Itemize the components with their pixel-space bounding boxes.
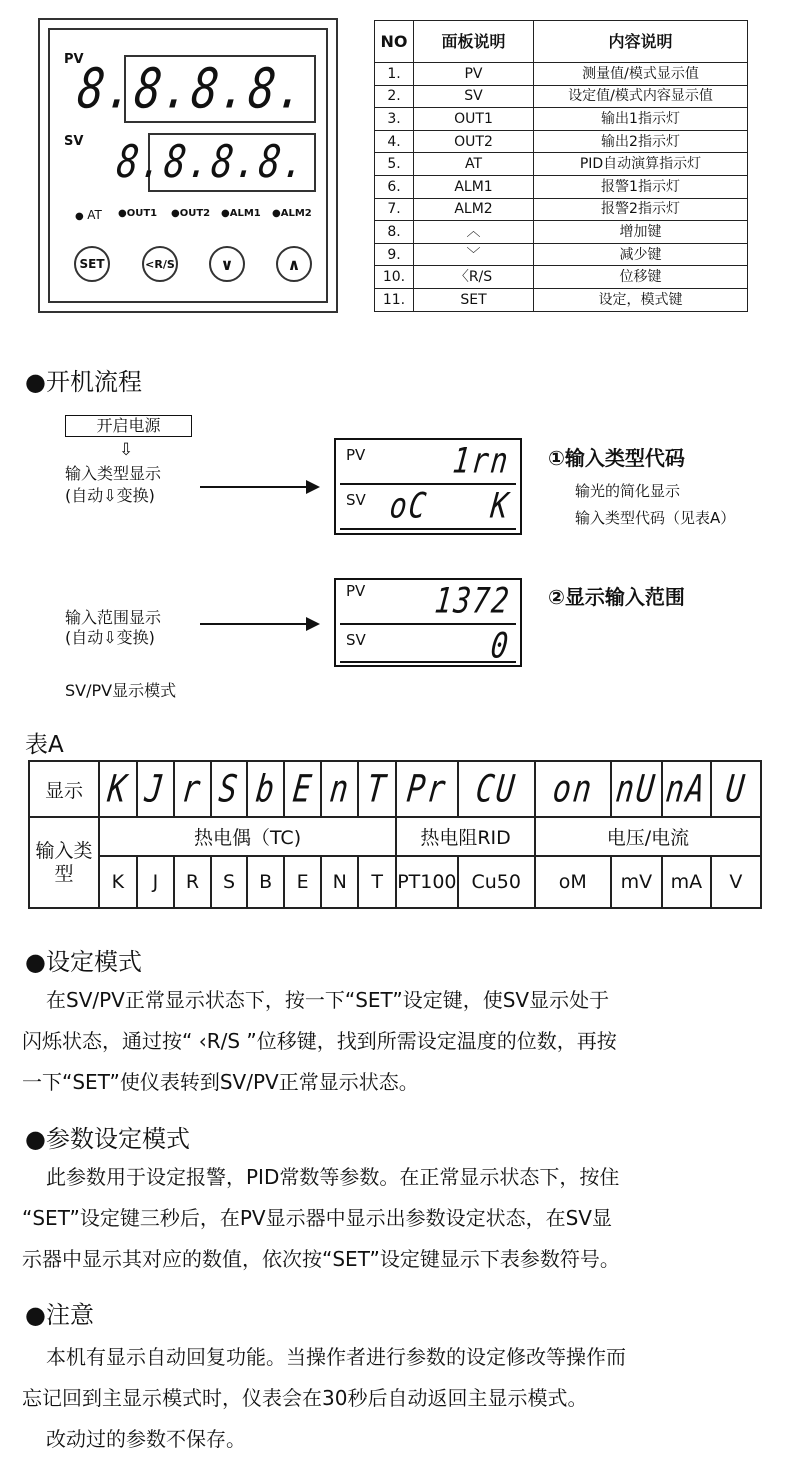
set-button[interactable] (74, 246, 110, 282)
pv-value: 1rn (451, 439, 513, 482)
arrow-right-icon (200, 486, 318, 488)
display-code: S (216, 767, 242, 811)
display-code: E (290, 767, 315, 811)
row-content: 位移键 (534, 266, 748, 289)
table-row (375, 85, 748, 108)
display-code: CU (473, 767, 519, 811)
chevron-up-icon: ∧ (287, 254, 301, 274)
row-content: 输出1指示灯 (534, 108, 748, 131)
row-content: 减少键 (534, 243, 748, 266)
set-label: SET (79, 257, 105, 271)
paragraph-line: 忘记回到主显示模式时，仪表会在30秒后自动返回主显示模式。 (22, 1386, 588, 1410)
row-panel: OUT2 (414, 130, 534, 153)
row-content: 设定，模式键 (534, 288, 748, 311)
step1-note: 输光的简化显示 (575, 482, 681, 500)
indicator-label: ALM2 (280, 208, 312, 219)
paragraph-line: 改动过的参数不保存。 (46, 1427, 246, 1451)
chevron-down-icon: ∨ (220, 254, 234, 274)
indicator-out2: ●OUT2 (171, 208, 211, 219)
section-paragraph (22, 1337, 782, 1460)
display-code: Pr (404, 767, 450, 811)
pv-display (74, 55, 316, 123)
display-cell (137, 761, 174, 817)
display-code: T (364, 767, 390, 811)
input-type-cell: Cu50 (458, 856, 535, 908)
indicator-label: OUT1 (126, 208, 158, 219)
table-row (375, 108, 748, 131)
sv-value: 0 (488, 624, 513, 667)
step2-left-text2: (自动⇩变换) (65, 628, 155, 647)
display-code: nU (614, 767, 659, 811)
display-cell (321, 761, 358, 817)
row-no: 3. (375, 108, 414, 131)
sv-label: SV (346, 631, 366, 649)
row-panel: PV (414, 63, 534, 86)
pv-label: PV (346, 446, 366, 464)
display-cell (284, 761, 321, 817)
row-content: 输出2指示灯 (534, 130, 748, 153)
display-cell (535, 761, 611, 817)
row-no: 7. (375, 198, 414, 221)
pv-value: 1372 (432, 579, 513, 622)
row-panel: SV (414, 85, 534, 108)
row-content: 报警1指示灯 (534, 175, 748, 198)
input-type-cell: PT100 (396, 856, 457, 908)
input-type-cell: K (99, 856, 137, 908)
sv-label: SV (346, 491, 366, 509)
input-type-cell: N (321, 856, 358, 908)
display-code: n (327, 767, 353, 811)
input-type-cell: T (358, 856, 396, 908)
sv-display (113, 133, 316, 192)
input-type-table (28, 760, 762, 909)
row-no: 9. (375, 243, 414, 266)
sv-value: oC (387, 484, 430, 527)
table-row (375, 288, 748, 311)
display-cell (174, 761, 211, 817)
step1-note2: 输入类型代码（见表A） (575, 509, 736, 527)
panel-reference-table (374, 20, 748, 312)
display-cell (396, 761, 457, 817)
table-row (375, 243, 748, 266)
display-cell (662, 761, 711, 817)
row-content: PID自动演算指示灯 (534, 153, 748, 176)
input-type-label: 输入类型 (29, 817, 99, 908)
header-content: 内容说明 (534, 21, 748, 63)
display-cell (211, 761, 247, 817)
group-tc: 热电偶（TC) (99, 817, 396, 856)
rs-label: <R/S (145, 257, 175, 271)
row-no: 8. (375, 221, 414, 244)
indicator-label: ALM1 (229, 208, 261, 219)
display-code: U (723, 767, 749, 811)
row-panel: ALM2 (414, 198, 534, 221)
row-content: 设定值/模式内容显示值 (534, 85, 748, 108)
display-code: K (105, 767, 131, 811)
input-type-cell: S (211, 856, 247, 908)
arrow-right-icon (200, 623, 318, 625)
display-cell (611, 761, 662, 817)
step1-display (334, 438, 522, 535)
display-label: 显示 (29, 761, 99, 817)
table-row (375, 130, 748, 153)
input-type-cell: oM (535, 856, 611, 908)
row-content: 报警2指示灯 (534, 198, 748, 221)
row-panel: 〈R/S (414, 266, 534, 289)
table-header (375, 21, 748, 63)
step2-title: ②显示输入范围 (548, 585, 685, 609)
pv-label: PV (346, 582, 366, 600)
paragraph-line: 闪烁状态，通过按“ ‹R/S ”位移键，找到所需设定温度的位数，再按 (22, 1029, 617, 1053)
table-a-title: 表A (25, 732, 64, 758)
power-on-box: 开启电源 (65, 415, 192, 437)
row-no: 2. (375, 85, 414, 108)
step1-left-text2: (自动⇩变换) (65, 486, 155, 505)
table-row (375, 221, 748, 244)
pv-digits: 8.8.8.8. (74, 57, 310, 121)
display-code: nA (664, 767, 709, 811)
section-title-startup: ●开机流程 (25, 368, 142, 396)
indicator-label: OUT2 (179, 208, 211, 219)
paragraph-line: “SET”设定键三秒后，在PV显示器中显示出参数设定状态，在SV显 (22, 1206, 612, 1230)
table-row (375, 175, 748, 198)
table-row (375, 153, 748, 176)
group-voltage-current: 电压/电流 (535, 817, 761, 856)
down-button[interactable] (209, 246, 245, 282)
indicator-alm2: ●ALM2 (272, 208, 312, 219)
input-type-cell: E (284, 856, 321, 908)
display-cell (99, 761, 137, 817)
section-title: ●注意 (25, 1301, 94, 1329)
row-panel: ALM1 (414, 175, 534, 198)
display-code: J (143, 767, 168, 811)
group-rtd: 热电阻RID (396, 817, 535, 856)
display-cell (247, 761, 284, 817)
section-paragraph (22, 1157, 782, 1280)
indicator-alm1: ●ALM1 (221, 208, 261, 219)
display-code: on (550, 767, 596, 811)
row-no: 6. (375, 175, 414, 198)
step2-left-text: 输入范围显示 (65, 608, 162, 627)
row-panel: SET (414, 288, 534, 311)
row-panel: ︿ (414, 221, 534, 244)
row-panel: ﹀ (414, 243, 534, 266)
display-code: r (180, 767, 205, 811)
input-type-cell: mV (611, 856, 662, 908)
pv-label: PV (64, 52, 84, 67)
indicator-out1: ●OUT1 (118, 208, 158, 219)
row-no: 5. (375, 153, 414, 176)
section-title: ●设定模式 (25, 948, 142, 976)
input-type-cell: B (247, 856, 284, 908)
input-type-cell: R (174, 856, 211, 908)
row-no: 1. (375, 63, 414, 86)
shift-rs-button[interactable] (142, 246, 178, 282)
table-row (375, 198, 748, 221)
row-panel: OUT1 (414, 108, 534, 131)
paragraph-line: 此参数用于设定报警，PID常数等参数。在正常显示状态下，按住 (46, 1165, 620, 1189)
row-panel: AT (414, 153, 534, 176)
sv-value-2: K (488, 484, 513, 527)
table-row (375, 63, 748, 86)
input-type-cell: J (137, 856, 174, 908)
section-title: ●参数设定模式 (25, 1125, 190, 1153)
table-row (375, 266, 748, 289)
sv-digits: 8.8.8.8. (113, 136, 309, 189)
paragraph-line: 一下“SET”使仪表转到SV/PV正常显示状态。 (22, 1070, 419, 1094)
indicator-at: ● AT (75, 208, 102, 222)
display-cell (458, 761, 535, 817)
step2-display (334, 578, 522, 667)
paragraph-line: 在SV/PV正常显示状态下，按一下“SET”设定键，使SV显示处于 (46, 988, 610, 1012)
row-no: 4. (375, 130, 414, 153)
sv-label: SV (64, 134, 84, 149)
paragraph-line: 示器中显示其对应的数值，依次按“SET”设定键显示下表参数符号。 (22, 1247, 620, 1271)
display-code: b (253, 767, 278, 811)
header-no: NO (375, 21, 414, 63)
row-no: 10. (375, 266, 414, 289)
step1-title: ①输入类型代码 (548, 446, 685, 470)
input-type-cell: mA (662, 856, 711, 908)
section-paragraph (22, 980, 782, 1103)
step1-left-text: 输入类型显示 (65, 464, 162, 483)
row-no: 11. (375, 288, 414, 311)
display-cell (711, 761, 761, 817)
row-content: 增加键 (534, 221, 748, 244)
indicator-label: AT (87, 208, 102, 222)
row-content: 测量值/模式显示值 (534, 63, 748, 86)
mode-label: SV/PV显示模式 (65, 681, 177, 700)
display-cell (358, 761, 396, 817)
header-panel: 面板说明 (414, 21, 534, 63)
down-arrow-icon: ⇩ (119, 440, 134, 460)
paragraph-line: 本机有显示自动回复功能。当操作者进行参数的设定修改等操作而 (46, 1345, 626, 1369)
up-button[interactable] (276, 246, 312, 282)
input-type-cell: V (711, 856, 761, 908)
